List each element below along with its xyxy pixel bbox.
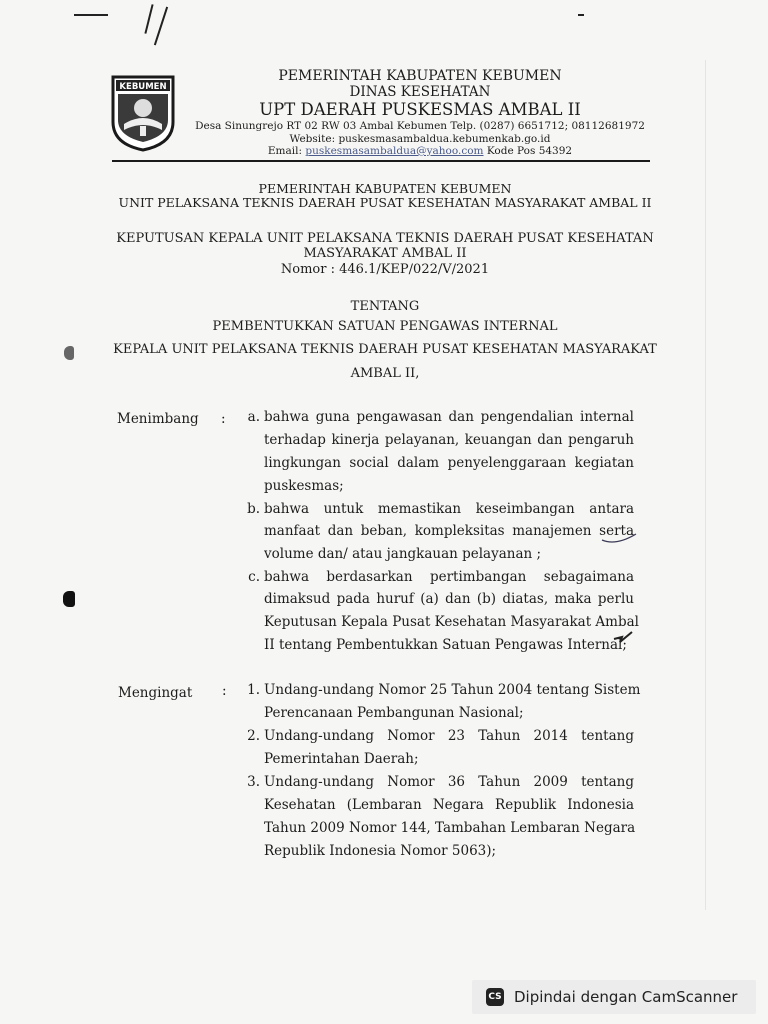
scan-stroke [74, 14, 108, 16]
logo-text: KEBUMEN [119, 82, 167, 92]
decree-title-2: MASYARAKAT AMBAL II [303, 246, 467, 261]
menimbang-label: Menimbang [117, 411, 199, 427]
letterhead-address: Desa Sinungrejo RT 02 RW 03 Ambal Kebumen Telp. (0287) 6651712; 08112681972 [195, 120, 645, 132]
mengingat-mark-3: 3. [247, 774, 260, 790]
handwritten-tick-mark [612, 630, 636, 646]
scan-stroke [144, 4, 153, 34]
menimbang-c-line-3: Keputusan Kepala Pusat Kesehatan Masyarakat Ambal [264, 614, 639, 630]
camscanner-icon: CS [486, 988, 504, 1006]
punch-hole-top [64, 346, 74, 360]
mengingat-colon: : [222, 683, 227, 699]
menimbang-c-line-4: II tentang Pembentukkan Satuan Pengawas Internal; [264, 637, 627, 653]
mengingat-3-line-2: Kesehatan (Lembaran Negara Republik Indonesia [264, 797, 634, 813]
camscanner-watermark [472, 980, 756, 1014]
decree-issuer-2: AMBAL II, [350, 366, 420, 381]
scan-stroke [154, 7, 168, 46]
menimbang-colon: : [221, 411, 226, 427]
decree-subject: PEMBENTUKKAN SATUAN PENGAWAS INTERNAL [212, 319, 558, 334]
letterhead-line-2: DINAS KESEHATAN [349, 84, 491, 100]
decree-title-1: KEPUTUSAN KEPALA UNIT PELAKSANA TEKNIS DAERAH PUSAT KESEHATAN [116, 231, 654, 246]
mengingat-2-line-2: Pemerintahan Daerah; [264, 751, 419, 767]
letterhead-divider [112, 160, 650, 162]
menimbang-mark-c: c. [248, 569, 260, 585]
header-line-1: PEMERINTAH KABUPATEN KEBUMEN [258, 181, 512, 196]
letterhead-website: Website: puskesmasambaldua.kebumenkab.go.id [289, 133, 551, 145]
mengingat-2-line-1: Undang-undang Nomor 23 Tahun 2014 tentang [264, 728, 634, 744]
email-link[interactable]: puskesmasambaldua@yahoo.com [305, 145, 484, 157]
handwritten-check-mark [600, 528, 640, 548]
menimbang-b-line-1: bahwa untuk memastikan keseimbangan antara [264, 501, 634, 517]
letterhead-line-1: PEMERINTAH KABUPATEN KEBUMEN [278, 68, 562, 84]
postcode: Kode Pos 54392 [483, 145, 573, 157]
mengingat-mark-1: 1. [247, 682, 260, 698]
page-edge [705, 60, 706, 910]
header-line-2: UNIT PELAKSANA TEKNIS DAERAH PUSAT KESEHATAN MASYARAKAT AMBAL II [118, 195, 652, 210]
menimbang-c-line-1: bahwa berdasarkan pertimbangan sebagaimana [264, 569, 634, 585]
kebumen-logo [110, 74, 176, 152]
menimbang-c-line-2: dimaksud pada huruf (a) dan (b) diatas, maka perlu [264, 591, 634, 607]
letterhead-line-3: UPT DAERAH PUSKESMAS AMBAL II [259, 100, 581, 119]
scan-stroke [578, 14, 584, 16]
decree-tentang: TENTANG [350, 299, 420, 314]
mengingat-3-line-4: Republik Indonesia Nomor 5063); [264, 843, 497, 859]
menimbang-b-line-2: manfaat dan beban, kompleksitas manajemen serta [264, 523, 634, 539]
menimbang-b-line-3: volume dan/ atau jangkauan pelayanan ; [264, 546, 542, 562]
menimbang-a-line-3: lingkungan social dalam penyelenggaraan kegiatan [264, 455, 634, 471]
decree-number: Nomor : 446.1/KEP/022/V/2021 [280, 262, 490, 277]
mengingat-1-line-1: Undang-undang Nomor 25 Tahun 2004 tentang Sistem [264, 682, 641, 698]
mengingat-3-line-3: Tahun 2009 Nomor 144, Tambahan Lembaran Negara [264, 820, 636, 836]
mengingat-label: Mengingat [118, 685, 193, 701]
menimbang-a-line-1: bahwa guna pengawasan dan pengendalian internal [264, 409, 634, 425]
menimbang-a-line-4: puskesmas; [264, 478, 344, 494]
camscanner-text: Dipindai dengan CamScanner [514, 988, 738, 1006]
decree-issuer-1: KEPALA UNIT PELAKSANA TEKNIS DAERAH PUSAT KESEHATAN MASYARAKAT [113, 342, 657, 357]
email-label: Email: [267, 145, 306, 157]
punch-hole-bottom [63, 591, 75, 607]
menimbang-mark-a: a. [247, 409, 260, 425]
mengingat-3-line-1: Undang-undang Nomor 36 Tahun 2009 tentang [264, 774, 634, 790]
mengingat-mark-2: 2. [247, 728, 260, 744]
menimbang-a-line-2: terhadap kinerja pelayanan, keuangan dan pengaruh [264, 432, 634, 448]
menimbang-mark-b: b. [247, 501, 260, 517]
mengingat-1-line-2: Perencanaan Pembangunan Nasional; [264, 705, 524, 721]
letterhead-email [190, 145, 650, 157]
